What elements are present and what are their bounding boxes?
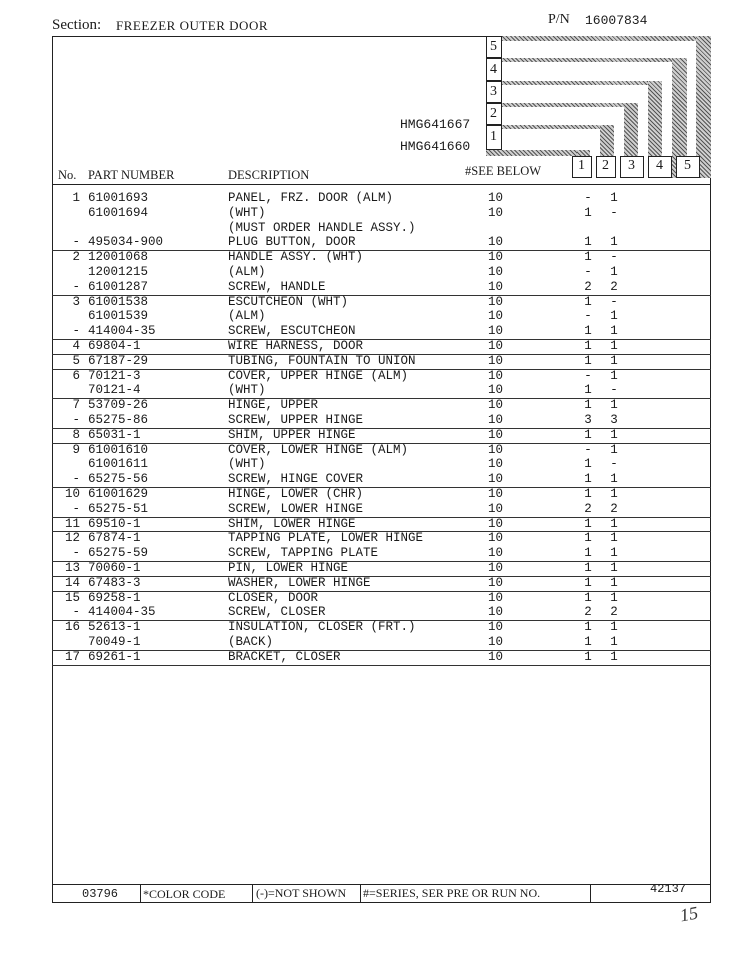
description: COVER, UPPER HINGE (ALM) [228, 368, 409, 383]
part-number: 67483-3 [88, 575, 141, 590]
part-number: 67874-1 [88, 531, 141, 546]
part-number: 70121-3 [88, 368, 141, 383]
row-separator [52, 665, 711, 666]
qty-col-2: 2 [610, 279, 618, 294]
qty-col-2: 1 [610, 575, 618, 590]
item-number: - [72, 235, 80, 250]
series-code: 10 [488, 279, 504, 294]
qty-col-2: 1 [610, 235, 618, 250]
part-number: 70049-1 [88, 635, 141, 649]
qty-col-2: - [610, 250, 618, 265]
description: INSULATION, CLOSER (FRT.) [228, 620, 416, 635]
series-code: 10 [488, 531, 504, 546]
part-number: 61001287 [88, 279, 149, 294]
qty-col-2: - [610, 294, 618, 309]
description: (WHT) [228, 383, 266, 398]
series-col-3: 3 [628, 158, 635, 173]
series-code: 10 [488, 339, 504, 353]
item-number: 5 [72, 353, 80, 368]
qty-col-1: 1 [584, 205, 592, 220]
qty-col-1: 1 [584, 590, 592, 605]
part-number: 69258-1 [88, 590, 141, 605]
qty-col-1: 1 [584, 324, 592, 339]
qty-col-1: 1 [584, 649, 592, 664]
series-code: 10 [488, 309, 504, 324]
description: PLUG BUTTON, DOOR [228, 235, 356, 250]
qty-col-2: 1 [610, 487, 618, 501]
col-header-no: No. [58, 168, 77, 182]
qty-col-2: 2 [610, 501, 618, 516]
series-col-1: 1 [578, 158, 585, 173]
item-number: - [72, 324, 80, 339]
qty-col-2: 2 [610, 605, 618, 620]
description: SCREW, UPPER HINGE [228, 413, 364, 427]
description: CLOSER, DOOR [228, 590, 319, 605]
item-number: - [72, 472, 80, 487]
qty-col-2: 1 [610, 649, 618, 664]
description: (MUST ORDER HANDLE ASSY.) [228, 220, 416, 235]
qty-col-1: 1 [584, 531, 592, 546]
section-title: FREEZER OUTER DOOR [116, 18, 268, 33]
qty-col-2: 1 [610, 368, 618, 383]
series-code: 10 [488, 575, 504, 590]
qty-col-1: 1 [584, 472, 592, 487]
qty-col-1: 1 [584, 635, 592, 649]
item-number: 15 [64, 590, 80, 605]
part-number: 65031-1 [88, 427, 141, 442]
part-number: 414004-35 [88, 324, 156, 339]
qty-col-2: 1 [610, 590, 618, 605]
qty-col-1: - [584, 265, 592, 279]
ladder-num-2: 2 [490, 106, 497, 121]
qty-col-1: 1 [584, 457, 592, 472]
qty-col-2: 1 [610, 620, 618, 635]
col-header-see-below: #SEE BELOW [465, 164, 542, 178]
qty-col-1: 2 [584, 605, 592, 620]
item-number: 4 [72, 339, 80, 353]
qty-col-1: - [584, 442, 592, 457]
description: TUBING, FOUNTAIN TO UNION [228, 353, 416, 368]
series-code: 10 [488, 487, 504, 501]
item-number: - [72, 279, 80, 294]
part-number: 12001068 [88, 250, 149, 265]
model-hmg641667: HMG641667 [400, 117, 471, 132]
series-col-4: 4 [656, 158, 663, 173]
part-number: 65275-51 [88, 501, 149, 516]
qty-col-2: 1 [610, 442, 618, 457]
item-number: 12 [64, 531, 80, 546]
qty-col-2: 1 [610, 191, 618, 205]
part-number: 65275-59 [88, 546, 149, 561]
pn-value: 16007834 [585, 13, 648, 28]
footer-page-id: 42137 [650, 882, 687, 896]
series-code: 10 [488, 235, 504, 250]
handwritten-page-mark: 15 [678, 902, 700, 926]
description: SCREW, HINGE COVER [228, 472, 364, 487]
series-col-5: 5 [684, 158, 691, 173]
description: SCREW, CLOSER [228, 605, 326, 620]
footer-date-code: 03796 [82, 887, 119, 901]
qty-col-2: 1 [610, 398, 618, 413]
qty-col-1: 1 [584, 294, 592, 309]
series-code: 10 [488, 191, 504, 205]
qty-col-1: 1 [584, 339, 592, 353]
item-number: - [72, 605, 80, 620]
description: (WHT) [228, 205, 266, 220]
item-number: - [72, 546, 80, 561]
pn-label: P/N [548, 12, 570, 27]
qty-col-1: 1 [584, 620, 592, 635]
part-number: 495034-900 [88, 235, 164, 250]
qty-col-1: 1 [584, 250, 592, 265]
col-header-part-number: PART NUMBER [88, 168, 175, 182]
series-code: 10 [488, 413, 504, 427]
qty-col-1: - [584, 309, 592, 324]
series-code: 10 [488, 649, 504, 664]
qty-col-1: 1 [584, 487, 592, 501]
footer-series-note: #=SERIES, SER PRE OR RUN NO. [363, 886, 541, 900]
item-number: 3 [72, 294, 80, 309]
qty-col-1: 1 [584, 561, 592, 575]
description: BRACKET, CLOSER [228, 649, 341, 664]
part-number: 52613-1 [88, 620, 141, 635]
series-code: 10 [488, 427, 504, 442]
qty-col-2: 1 [610, 472, 618, 487]
part-number: 53709-26 [88, 398, 149, 413]
qty-col-2: 1 [610, 531, 618, 546]
qty-col-2: - [610, 383, 618, 398]
series-code: 10 [488, 620, 504, 635]
series-code: 10 [488, 398, 504, 413]
qty-col-2: - [610, 457, 618, 472]
description: SHIM, UPPER HINGE [228, 427, 356, 442]
series-code: 10 [488, 324, 504, 339]
description: PANEL, FRZ. DOOR (ALM) [228, 191, 394, 205]
item-number: - [72, 413, 80, 427]
description: (ALM) [228, 265, 266, 279]
series-code: 10 [488, 501, 504, 516]
qty-col-1: 1 [584, 353, 592, 368]
series-code: 10 [488, 546, 504, 561]
qty-col-1: 1 [584, 235, 592, 250]
section-label: Section: [52, 17, 102, 33]
series-col-2: 2 [602, 158, 609, 173]
part-number: 61001610 [88, 442, 149, 457]
item-number: 14 [64, 575, 80, 590]
description: HINGE, LOWER (CHR) [228, 487, 364, 501]
series-code: 10 [488, 353, 504, 368]
series-code: 10 [488, 442, 504, 457]
header-rule [52, 184, 711, 185]
part-number: 65275-86 [88, 413, 149, 427]
item-number: 11 [64, 516, 80, 531]
part-number: 61001694 [88, 205, 149, 220]
qty-col-2: 1 [610, 324, 618, 339]
part-number: 61001629 [88, 487, 149, 501]
series-code: 10 [488, 265, 504, 279]
qty-col-1: 3 [584, 413, 592, 427]
qty-col-2: 1 [610, 427, 618, 442]
series-code: 10 [488, 368, 504, 383]
qty-col-1: 1 [584, 427, 592, 442]
qty-col-1: 1 [584, 516, 592, 531]
qty-col-2: 1 [610, 516, 618, 531]
part-number: 70121-4 [88, 383, 141, 398]
qty-col-1: 1 [584, 546, 592, 561]
part-number: 65275-56 [88, 472, 149, 487]
part-number: 67187-29 [88, 353, 149, 368]
part-number: 69261-1 [88, 649, 141, 664]
part-number: 69804-1 [88, 339, 141, 353]
qty-col-2: - [610, 205, 618, 220]
qty-col-1: 2 [584, 279, 592, 294]
description: PIN, LOWER HINGE [228, 561, 349, 575]
description: (ALM) [228, 309, 266, 324]
model-hmg641660: HMG641660 [400, 139, 471, 154]
qty-col-2: 1 [610, 561, 618, 575]
series-code: 10 [488, 635, 504, 649]
qty-col-2: 1 [610, 309, 618, 324]
series-code: 10 [488, 590, 504, 605]
series-code: 10 [488, 472, 504, 487]
item-number: 16 [64, 620, 80, 635]
description: SCREW, TAPPING PLATE [228, 546, 379, 561]
qty-col-2: 1 [610, 353, 618, 368]
description: ESCUTCHEON (WHT) [228, 294, 349, 309]
footer-rule [52, 884, 711, 885]
qty-col-2: 1 [610, 635, 618, 649]
part-number: 61001611 [88, 457, 149, 472]
series-code: 10 [488, 605, 504, 620]
qty-col-1: - [584, 368, 592, 383]
ladder-num-1: 1 [490, 129, 497, 144]
item-number: - [72, 501, 80, 516]
part-number: 414004-35 [88, 605, 156, 620]
qty-col-1: - [584, 191, 592, 205]
ladder-num-3: 3 [490, 84, 497, 99]
qty-col-1: 2 [584, 501, 592, 516]
description: (BACK) [228, 635, 274, 649]
qty-col-2: 3 [610, 413, 618, 427]
description: HINGE, UPPER [228, 398, 319, 413]
description: HANDLE ASSY. (WHT) [228, 250, 364, 265]
series-code: 10 [488, 250, 504, 265]
description: SCREW, ESCUTCHEON [228, 324, 356, 339]
item-number: 17 [64, 649, 80, 664]
description: WASHER, LOWER HINGE [228, 575, 371, 590]
description: SCREW, LOWER HINGE [228, 501, 364, 516]
item-number: 8 [72, 427, 80, 442]
qty-col-2: 1 [610, 546, 618, 561]
footer-color-code: *COLOR CODE [143, 887, 226, 901]
description: WIRE HARNESS, DOOR [228, 339, 364, 353]
description: SHIM, LOWER HINGE [228, 516, 356, 531]
item-number: 13 [64, 561, 80, 575]
item-number: 10 [64, 487, 80, 501]
series-code: 10 [488, 205, 504, 220]
description: (WHT) [228, 457, 266, 472]
qty-col-1: 1 [584, 383, 592, 398]
qty-col-2: 1 [610, 265, 618, 279]
footer-not-shown: (-)=NOT SHOWN [256, 886, 347, 900]
item-number: 7 [72, 398, 80, 413]
qty-col-1: 1 [584, 398, 592, 413]
item-number: 1 [72, 191, 80, 205]
ladder-num-4: 4 [490, 62, 497, 77]
series-code: 10 [488, 383, 504, 398]
part-number: 61001693 [88, 191, 149, 205]
item-number: 2 [72, 250, 80, 265]
description: SCREW, HANDLE [228, 279, 326, 294]
series-code: 10 [488, 294, 504, 309]
description: COVER, LOWER HINGE (ALM) [228, 442, 409, 457]
qty-col-2: 1 [610, 339, 618, 353]
qty-col-1: 1 [584, 575, 592, 590]
description: TAPPING PLATE, LOWER HINGE [228, 531, 424, 546]
part-number: 61001539 [88, 309, 149, 324]
ladder-num-5: 5 [490, 39, 497, 54]
item-number: 6 [72, 368, 80, 383]
part-number: 12001215 [88, 265, 149, 279]
col-header-description: DESCRIPTION [228, 168, 310, 182]
series-code: 10 [488, 561, 504, 575]
part-number: 61001538 [88, 294, 149, 309]
series-code: 10 [488, 457, 504, 472]
item-number: 9 [72, 442, 80, 457]
part-number: 70060-1 [88, 561, 141, 575]
series-code: 10 [488, 516, 504, 531]
part-number: 69510-1 [88, 516, 141, 531]
